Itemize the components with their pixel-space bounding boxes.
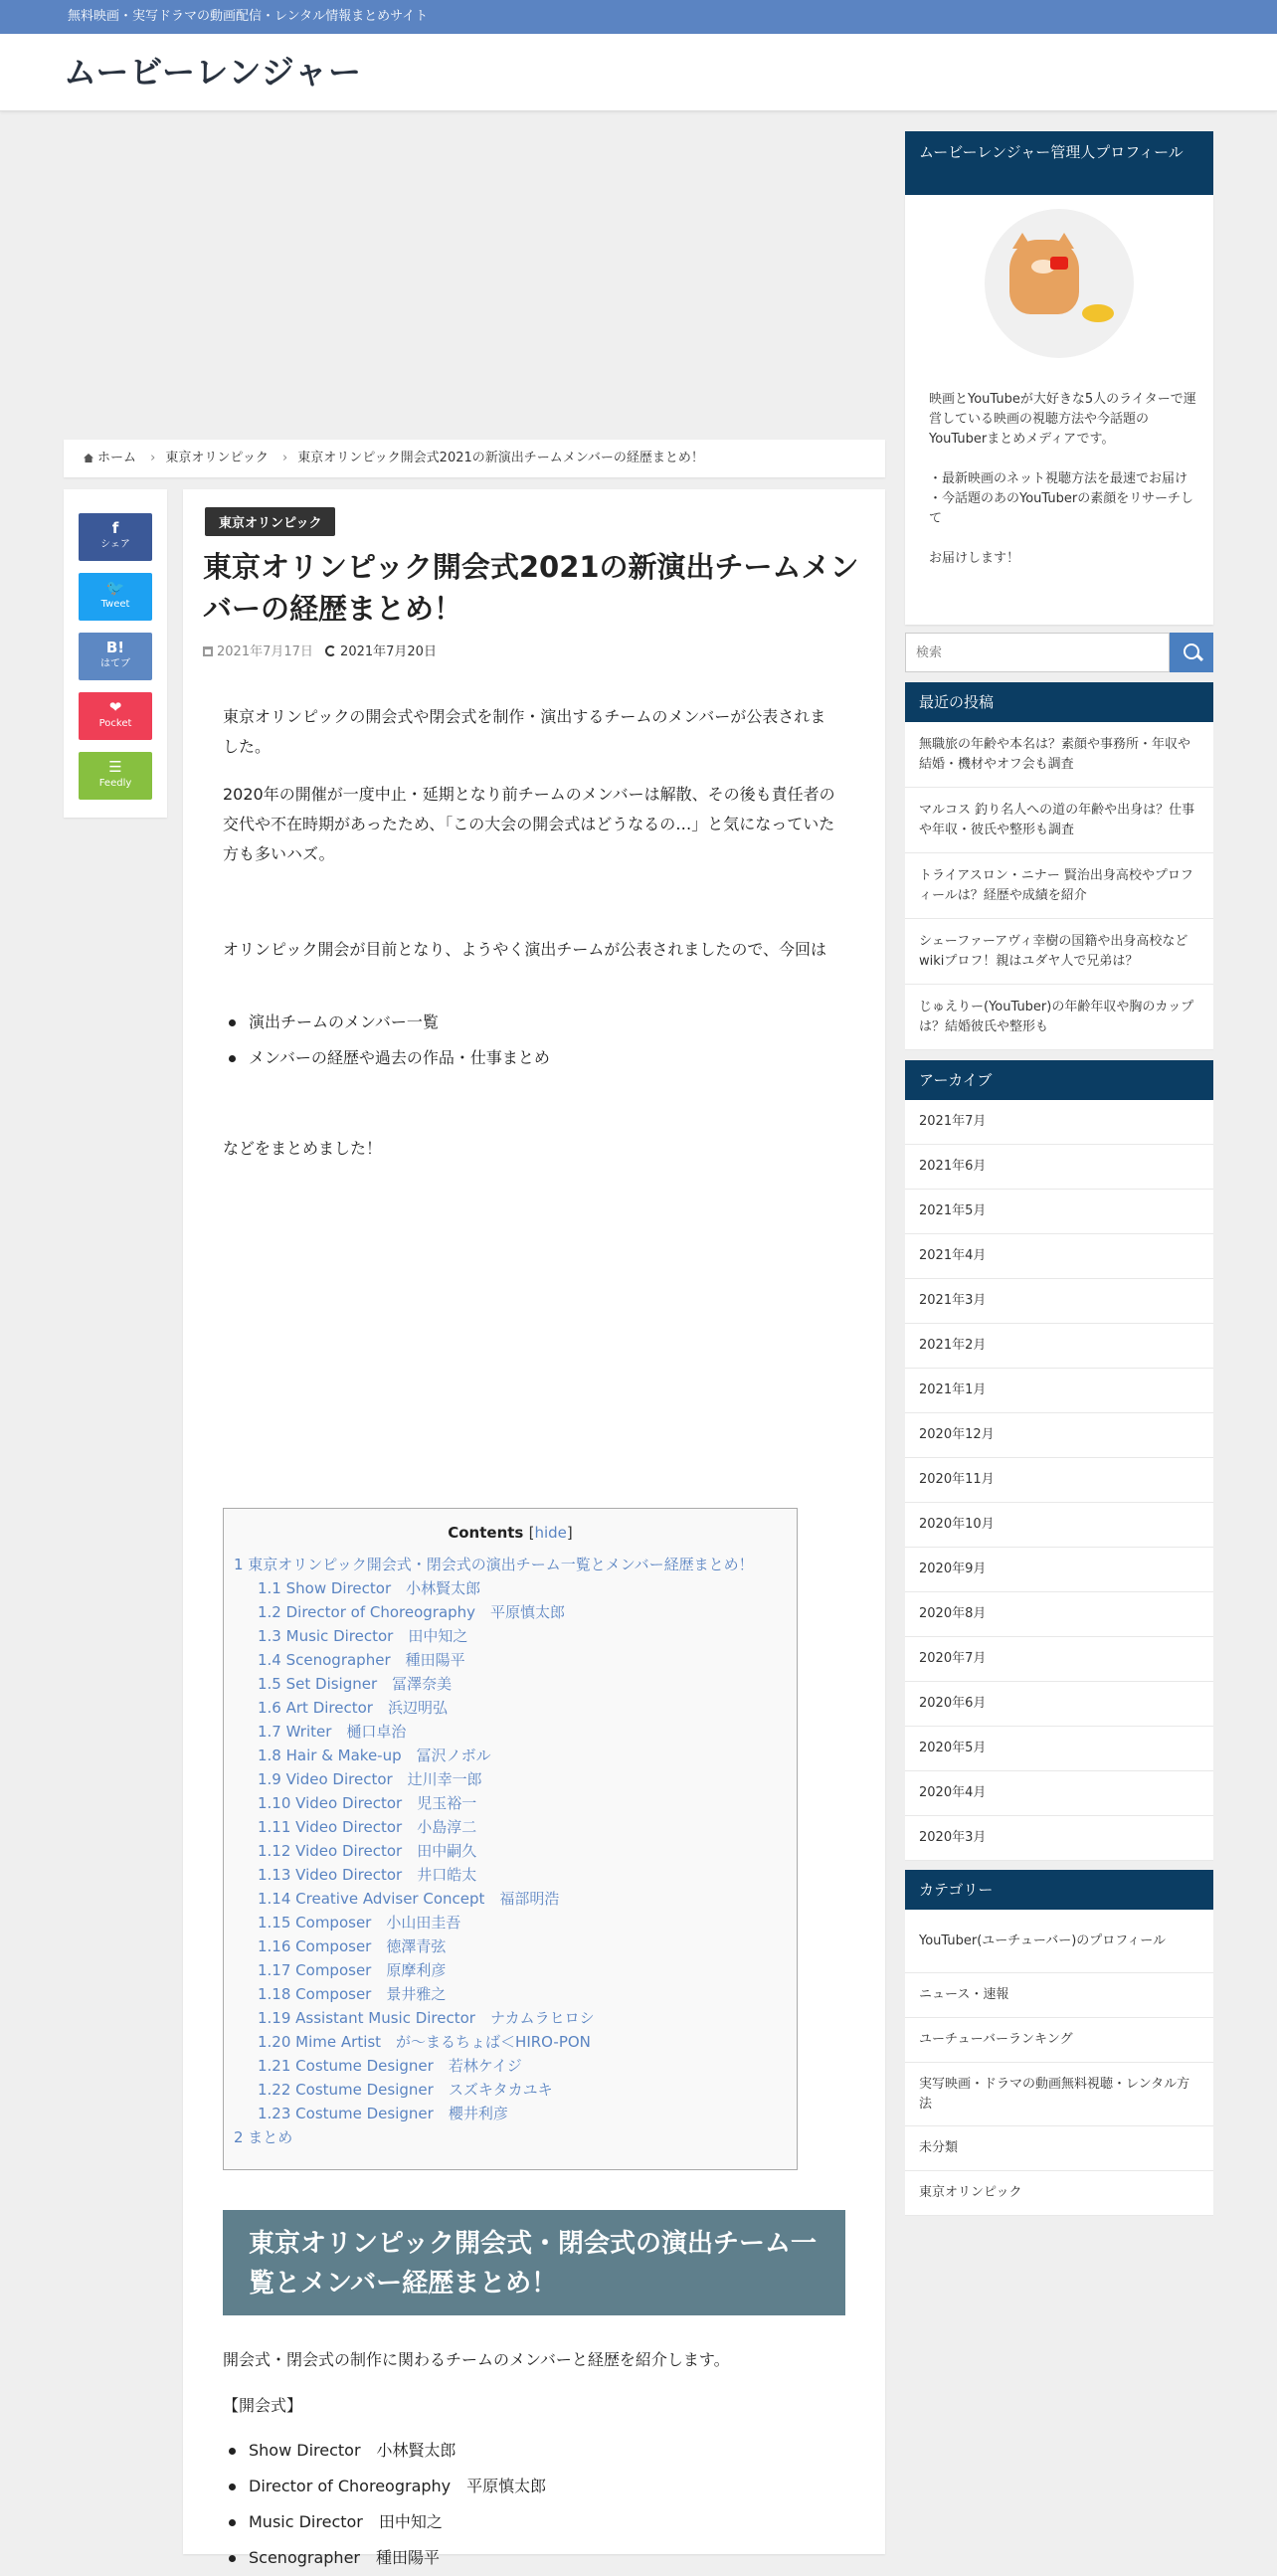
toc-hide-link[interactable]: hide (534, 1524, 567, 1542)
share-icon: f (111, 519, 119, 537)
widget-title: カテゴリー (905, 1870, 1213, 1910)
archive-link[interactable]: 2020年6月 (905, 1682, 1213, 1727)
archive-link[interactable]: 2021年7月 (905, 1100, 1213, 1145)
share-label: Feedly (98, 778, 132, 789)
chevron-right-icon: › (281, 451, 288, 465)
recent-post-link[interactable]: トライアスロン・ニナー 賢治出身高校やプロフィールは？経歴や成績を紹介 (905, 853, 1213, 919)
breadcrumb (64, 440, 885, 477)
category-link[interactable]: ユーチューバーランキング (905, 2018, 1213, 2063)
toc-link[interactable]: 1.19 Assistant Music Director ナカムラヒロシ (258, 2009, 595, 2027)
toc-link[interactable]: 1.1 Show Director 小林賢太郎 (258, 1579, 481, 1597)
category-link[interactable]: YouTuber(ユーチューバー)のプロフィール (905, 1910, 1213, 1973)
archive-link[interactable]: 2020年11月 (905, 1458, 1213, 1503)
archive-link[interactable]: 2020年4月 (905, 1771, 1213, 1816)
home-icon (84, 454, 93, 462)
toc-link[interactable]: 1.14 Creative Adviser Concept 福部明浩 (258, 1890, 560, 1908)
profile-text (929, 390, 1197, 569)
toc-link[interactable]: 1.23 Costume Designer 櫻井利彦 (258, 2105, 508, 2122)
list-item: Director of Choreography 平原慎太郎 (223, 2469, 546, 2504)
archive-link[interactable]: 2021年3月 (905, 1279, 1213, 1324)
archive-link[interactable]: 2021年2月 (905, 1324, 1213, 1369)
ad-space (64, 131, 885, 430)
share-button-feedly[interactable] (79, 752, 152, 800)
archive-link[interactable]: 2020年5月 (905, 1727, 1213, 1771)
article (183, 489, 885, 2567)
breadcrumb-home[interactable]: ホーム (97, 451, 137, 465)
toc-link[interactable]: 1.7 Writer 樋口卓治 (258, 1723, 407, 1741)
toc-link[interactable]: 1.10 Video Director 児玉裕一 (258, 1794, 477, 1812)
list-item: メンバーの経歴や過去の作品・仕事まとめ (223, 1040, 550, 1076)
archive-link[interactable]: 2021年4月 (905, 1234, 1213, 1279)
cat-mascot-icon (1009, 240, 1079, 314)
paragraph: オリンピック開会が目前となり、ようやく演出チームが公表されましたので、今回は (223, 940, 827, 959)
category-link[interactable]: ニュース・速報 (905, 1973, 1213, 2018)
toc-link[interactable]: 1.16 Composer 徳澤青弦 (258, 1937, 447, 1955)
archive-link[interactable]: 2020年10月 (905, 1503, 1213, 1548)
toc-link[interactable]: 1.15 Composer 小山田圭吾 (258, 1914, 461, 1932)
toc-link[interactable]: 1.18 Composer 景井雅之 (258, 1985, 447, 2003)
top-bar (0, 0, 1277, 34)
toc-link[interactable]: 1.13 Video Director 井口皓太 (258, 1866, 477, 1884)
widget-title: ムービーレンジャー管理人プロフィール (905, 131, 1213, 195)
toc-link[interactable]: 1.2 Director of Choreography 平原慎太郎 (258, 1603, 566, 1621)
recent-post-link[interactable]: 無職旅の年齢や本名は？素顔や事務所・年収や結婚・機材やオフ会も調査 (905, 722, 1213, 788)
toc-link[interactable]: 1.3 Music Director 田中知之 (258, 1627, 468, 1645)
category-label[interactable]: 東京オリンピック (205, 507, 335, 536)
profile-line (929, 529, 1197, 549)
toc-link[interactable]: 1 東京オリンピック開会式・閉会式の演出チーム一覧とメンバー経歴まとめ！ (234, 1556, 754, 1573)
paragraph: などをまとめました！ (223, 1139, 383, 1158)
calendar-icon (203, 646, 213, 656)
share-button-tweet[interactable] (79, 573, 152, 621)
breadcrumb-category[interactable]: 東京オリンピック (165, 451, 269, 465)
archive-link[interactable]: 2020年12月 (905, 1413, 1213, 1458)
youtube-icon (1050, 257, 1068, 270)
profile-line (929, 450, 1197, 469)
widget-title: アーカイブ (905, 1060, 1213, 1100)
toc-link[interactable]: 1.21 Costume Designer 若林ケイジ (258, 2057, 522, 2075)
toc-link[interactable]: 1.6 Art Director 浜辺明弘 (258, 1699, 448, 1717)
share-label: はてブ (100, 658, 130, 669)
share-label: Tweet (100, 599, 130, 610)
search-input[interactable] (905, 633, 1170, 672)
toc-link[interactable]: 1.22 Costume Designer スズキタカユキ (258, 2081, 553, 2099)
post-dates (203, 641, 437, 659)
search-button[interactable] (1170, 633, 1213, 672)
share-icon: 🐦 (105, 579, 125, 597)
recent-post-link[interactable]: じゅえりー(YouTuber)の年齢年収や胸のカップは？結婚彼氏や整形も (905, 985, 1213, 1050)
share-icon: B! (105, 639, 125, 656)
breadcrumb-current: 東京オリンピック開会式2021の新演出チームメンバーの経歴まとめ！ (297, 451, 704, 465)
table-of-contents (223, 1508, 798, 2170)
toc-link[interactable]: 1.8 Hair & Make-up 冨沢ノボル (258, 1747, 491, 1764)
paragraph: 東京オリンピックの開会式や閉会式を制作・演出するチームのメンバーが公表されました。 (223, 707, 826, 756)
archive-link[interactable]: 2020年7月 (905, 1637, 1213, 1682)
coin-icon (1082, 304, 1114, 322)
toc-link[interactable]: 1.9 Video Director 辻川幸一郎 (258, 1770, 482, 1788)
widget-title: 最近の投稿 (905, 682, 1213, 722)
category-link[interactable]: 実写映画・ドラマの動画無料視聴・レンタル方法 (905, 2063, 1213, 2126)
toc-link[interactable]: 1.12 Video Director 田中嗣久 (258, 1842, 477, 1860)
refresh-icon (325, 645, 336, 656)
recent-post-link[interactable]: シェーファーアヴィ幸樹の国籍や出身高校などwikiプロフ！親はユダヤ人で兄弟は？ (905, 919, 1213, 985)
category-widget (905, 1870, 1213, 2216)
site-title[interactable]: ムービーレンジャー (64, 53, 363, 92)
site-tagline: 無料映画・実写ドラマの動画配信・レンタル情報まとめサイト (68, 9, 429, 24)
archive-link[interactable]: 2021年5月 (905, 1190, 1213, 1234)
updated-date: 2021年7月20日 (340, 644, 437, 659)
category-link[interactable]: 未分類 (905, 2126, 1213, 2171)
toc-link[interactable]: 1.5 Set Disigner 冨澤奈美 (258, 1675, 453, 1693)
published-date: 2021年7月17日 (217, 644, 313, 659)
archive-link[interactable]: 2020年9月 (905, 1548, 1213, 1592)
toc-link[interactable]: 1.20 Mime Artist が～まるちょば＜HIRO-PON (258, 2033, 591, 2051)
bullet-list (223, 1005, 550, 1076)
recent-posts-widget (905, 682, 1213, 1050)
bullet-list (223, 2433, 546, 2576)
chevron-right-icon: › (150, 451, 156, 465)
search-form (905, 633, 1213, 672)
paragraph: 開会式・閉会式の制作に関わるチームのメンバーと経歴を紹介します。 (223, 2350, 730, 2369)
list-item: Scenographer 種田陽平 (223, 2540, 546, 2576)
profile-line: ・今話題のあのYouTuberの素顔をリサーチして (929, 491, 1193, 526)
share-button-pocket[interactable] (79, 692, 152, 740)
post-title: 東京オリンピック開会式2021の新演出チームメンバーの経歴まとめ！ (203, 550, 859, 626)
share-icon: ❤ (108, 698, 122, 716)
archive-link[interactable]: 2021年1月 (905, 1369, 1213, 1413)
profile-line: お届けします！ (929, 551, 1020, 566)
toc-link[interactable]: 1.17 Composer 原摩利彦 (258, 1961, 447, 1979)
list-item: 演出チームのメンバー一覧 (223, 1005, 550, 1040)
site-header (0, 34, 1277, 111)
profile-line: ・最新映画のネット視聴方法を最速でお届け (929, 471, 1188, 486)
share-label: シェア (100, 539, 130, 550)
archive-link[interactable]: 2020年3月 (905, 1816, 1213, 1861)
section-heading: 東京オリンピック開会式・閉会式の演出チーム一覧とメンバー経歴まとめ！ (223, 2210, 845, 2315)
share-label: Pocket (98, 718, 132, 729)
toc-link[interactable]: 2 まとめ (234, 2128, 293, 2146)
toc-link[interactable]: 1.11 Video Director 小島淳二 (258, 1818, 477, 1836)
archive-widget (905, 1060, 1213, 1861)
archive-link[interactable]: 2021年6月 (905, 1145, 1213, 1190)
list-item: Music Director 田中知之 (223, 2504, 546, 2540)
list-item: Show Director 小林賢太郎 (223, 2433, 546, 2469)
share-button-シェア[interactable] (79, 513, 152, 561)
toc-title: Contents [hide] (448, 1524, 573, 1542)
paragraph: 【開会式】 (223, 2396, 303, 2415)
share-icon: ☰ (108, 758, 122, 776)
category-link[interactable]: 東京オリンピック (905, 2171, 1213, 2216)
archive-link[interactable]: 2020年8月 (905, 1592, 1213, 1637)
toc-link[interactable]: 1.4 Scenographer 種田陽平 (258, 1651, 465, 1669)
share-bar (64, 489, 167, 818)
profile-widget (905, 131, 1213, 625)
paragraph: 2020年の開催が一度中止・延期となり前チームのメンバーは解散、その後も責任者の交代や不在時期があったため、「この大会の開会式はどうなるの…」と気になっていた方も多いハズ。 (223, 785, 835, 863)
share-button-はてブ[interactable] (79, 633, 152, 680)
recent-post-link[interactable]: マルコス 釣り名人への道の年齢や出身は？仕事や年収・彼氏や整形も調査 (905, 788, 1213, 853)
profile-line: 映画とYouTubeが大好きな5人のライターで運営している映画の視聴方法や今話題のYouTuberまとめメディアです。 (929, 392, 1196, 447)
